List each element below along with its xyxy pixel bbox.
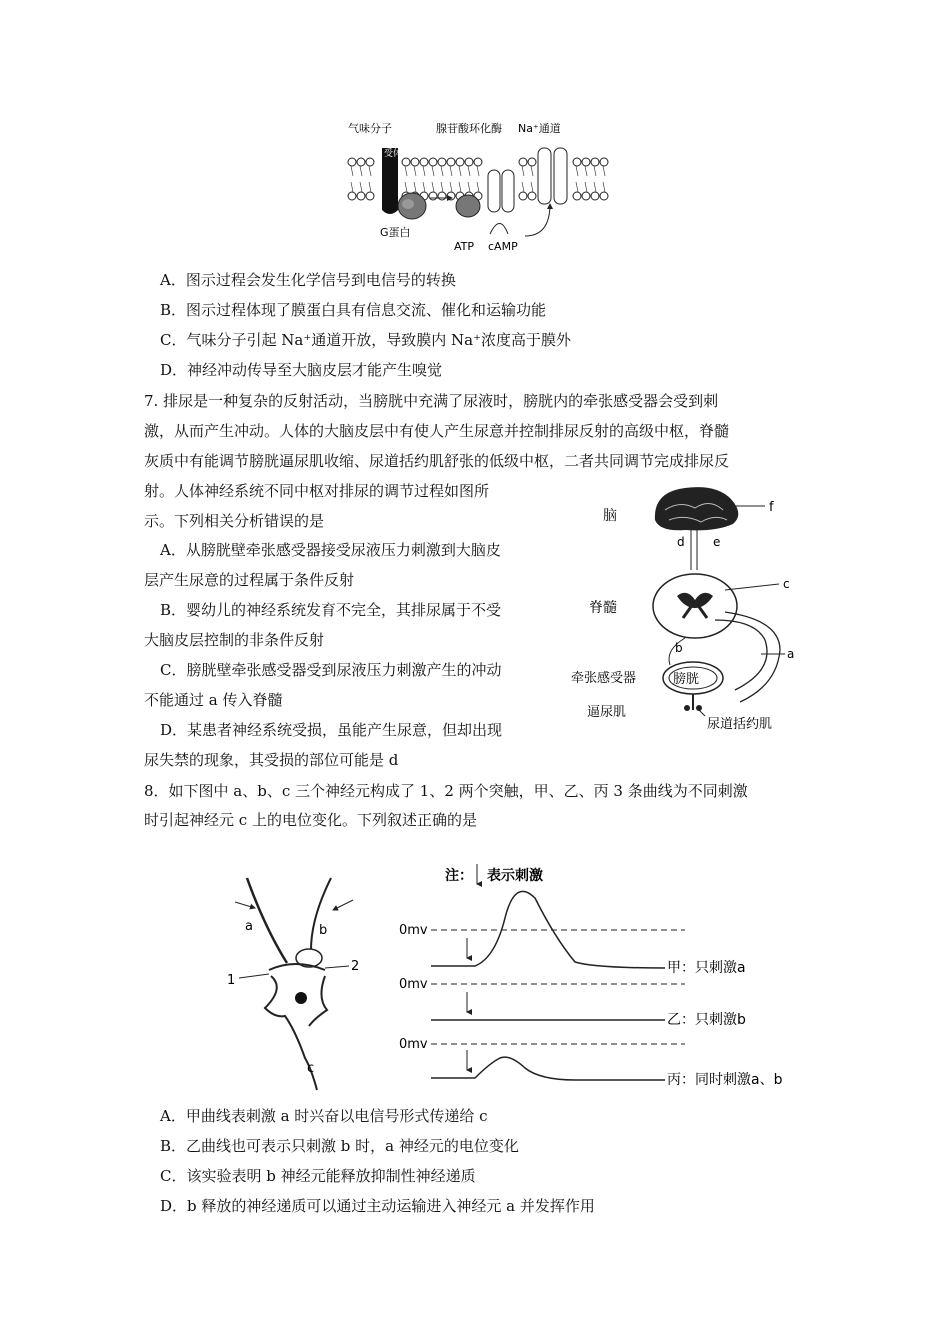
label-yi: 乙：只刺激b — [667, 1012, 746, 1028]
potential-curves — [395, 858, 810, 1098]
enzyme-label: 腺苷酸环化酶 — [436, 122, 502, 135]
q7-option-a-cont: 层产生尿意的过程属于条件反射 — [144, 571, 355, 589]
label-a: a — [787, 647, 795, 661]
q7-stem-line: 激，从而产生冲动。人体的大脑皮层中有使人产生尿意并控制排尿反射的高级中枢，脊髓 — [144, 422, 730, 440]
zero-label-1: 0mv — [399, 923, 428, 938]
reflex-figure — [565, 480, 805, 740]
q7-stem-line: 7. 排尿是一种复杂的反射活动，当膀胱中充满了尿液时，膀胱内的牵张感受器会受到刺 — [144, 392, 719, 410]
q7-stem-line: 射。人体神经系统不同中枢对排尿的调节过程如图所 — [144, 482, 490, 500]
receptor-label: 牵张感受器 — [571, 671, 637, 686]
q8-stem-line: 8．如下图中 a、b、c 三个神经元构成了 1、2 两个突触，甲、乙、丙 3 条曲线为不同刺激 — [144, 782, 748, 800]
q7-option-c-cont: 不能通过 a 传入脊髓 — [144, 691, 283, 709]
note-text: 表示刺激 — [487, 868, 543, 884]
atp-label: ATP — [454, 240, 475, 253]
label-jia: 甲：只刺激a — [667, 960, 746, 976]
q8-stem-line: 时引起神经元 c 上的电位变化。下列叙述正确的是 — [144, 811, 477, 829]
label-c: c — [783, 577, 790, 591]
neuron-c — [265, 976, 327, 1090]
sphincter-label: 尿道括约肌 — [707, 717, 773, 732]
q7-stem-line: 灰质中有能调节膀胱逼尿肌收缩、尿道括约肌舒张的低级中枢，二者共同调节完成排尿反 — [144, 452, 730, 470]
bladder-label: 膀胱 — [673, 672, 700, 687]
neuron-b — [311, 878, 331, 950]
camp-label: cAMP — [488, 240, 518, 253]
odor-molecule-label: 气味分子 — [348, 122, 392, 135]
q8-option-d: D．b 释放的神经递质可以通过主动运输进入神经元 a 并发挥作用 — [160, 1197, 595, 1215]
q7-option-a: A．从膀胱壁牵张感受器接受尿液压力刺激到大脑皮 — [160, 541, 501, 559]
q7-option-c: C．膀胱壁牵张感受器受到尿液压力刺激产生的冲动 — [160, 661, 502, 679]
detrusor-label: 逼尿肌 — [587, 705, 627, 720]
spinal-label: 脊髓 — [589, 600, 617, 616]
q7-option-b-cont: 大脑皮层控制的非条件反射 — [144, 631, 325, 649]
label-d: d — [677, 535, 685, 549]
membrane-figure — [340, 118, 620, 258]
g-protein-label: G蛋白 — [380, 226, 411, 239]
q6-option-d: D．神经冲动传导至大脑皮层才能产生嗅觉 — [160, 361, 443, 379]
na-channel — [538, 148, 551, 204]
synapse-figure — [225, 858, 410, 1098]
brain-label: 脑 — [603, 508, 617, 524]
g-protein-active — [456, 195, 480, 217]
adenylate-cyclase — [488, 170, 500, 212]
q6-option-a: A．图示过程会发生化学信号到电信号的转换 — [160, 271, 456, 289]
label-b: b — [319, 923, 328, 938]
q7-option-d-cont: 尿失禁的现象，其受损的部位可能是 d — [144, 751, 399, 769]
label-b: b — [675, 641, 683, 655]
receptor-label: 受体 — [384, 149, 403, 159]
zero-label-3: 0mv — [399, 1037, 428, 1052]
q6-option-c: C．气味分子引起 Na⁺通道开放，导致膜内 Na⁺浓度高于膜外 — [160, 331, 571, 349]
label-bing: 丙：同时刺激a、b — [667, 1072, 783, 1088]
neuron-a — [247, 878, 287, 963]
label-1: 1 — [227, 973, 236, 988]
q7-option-b: B．婴幼儿的神经系统发育不完全，其排尿属于不受 — [160, 601, 502, 619]
curve-bing — [431, 1057, 665, 1080]
label-e: e — [713, 535, 721, 549]
q8-option-b: B．乙曲线也可表示只刺激 b 时，a 神经元的电位变化 — [160, 1137, 519, 1155]
q8-option-a: A．甲曲线表刺激 a 时兴奋以电信号形式传递给 c — [160, 1107, 488, 1125]
label-a: a — [245, 919, 253, 934]
label-f: f — [769, 500, 774, 515]
q7-option-d: D．某患者神经系统受损，虽能产生尿意，但却出现 — [160, 721, 503, 739]
label-c: c — [307, 1061, 315, 1076]
zero-label-2: 0mv — [399, 977, 428, 992]
channel-label: Na⁺通道 — [518, 122, 561, 135]
label-2: 2 — [351, 959, 360, 974]
note-label: 注： — [445, 868, 473, 884]
q6-option-b: B．图示过程体现了膜蛋白具有信息交流、催化和运输功能 — [160, 301, 547, 319]
q7-stem-line: 示。下列相关分析错误的是 — [144, 512, 325, 530]
q8-option-c: C．该实验表明 b 神经元能释放抑制性神经递质 — [160, 1167, 476, 1185]
